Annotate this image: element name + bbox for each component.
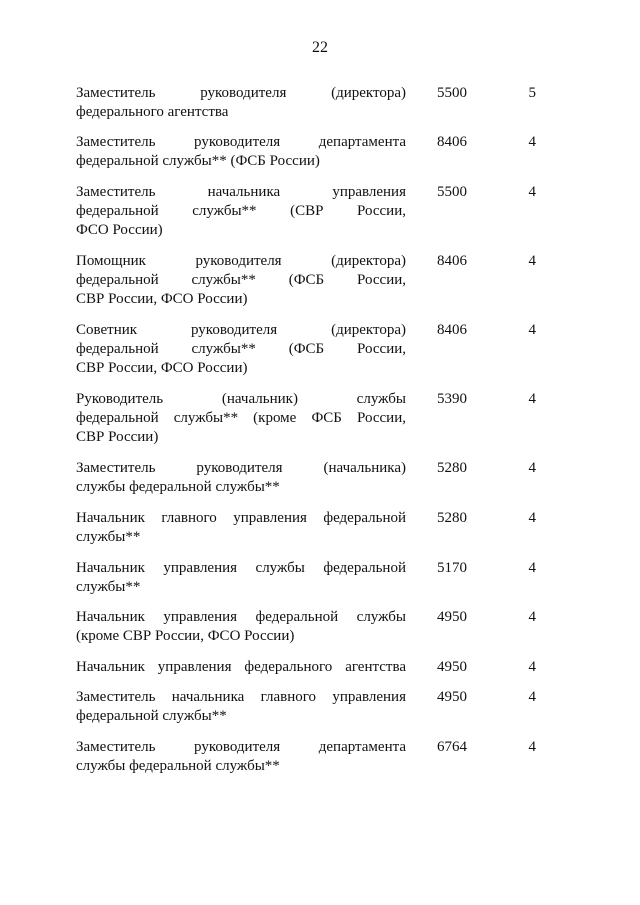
- position-title-line: Помощник руководителя (директора): [76, 253, 406, 269]
- position-title: [76, 688, 406, 726]
- grade-value: 4: [528, 460, 536, 476]
- position-title: [76, 252, 406, 309]
- position-title: [76, 133, 406, 171]
- position-title-line: федеральной службы** (ФСБ России,: [76, 272, 406, 288]
- position-title: [76, 658, 406, 677]
- grade-value: 4: [528, 134, 536, 150]
- grade-value: 4: [528, 184, 536, 200]
- salary-amount: 8406: [437, 134, 467, 150]
- salary-amount: 6764: [437, 739, 467, 755]
- grade-value: 5: [528, 85, 536, 101]
- position-title-line: службы**: [76, 529, 141, 545]
- position-title: [76, 84, 406, 122]
- salary-amount: 5390: [437, 391, 467, 407]
- position-title: [76, 390, 406, 447]
- salary-amount: 8406: [437, 322, 467, 338]
- grade-value: 4: [528, 391, 536, 407]
- salary-amount: 4950: [437, 609, 467, 625]
- grade-value: 4: [528, 659, 536, 675]
- grade-value: 4: [528, 322, 536, 338]
- salary-amount: 5500: [437, 85, 467, 101]
- position-title-line: (кроме СВР России, ФСО России): [76, 628, 295, 644]
- position-title: [76, 183, 406, 240]
- salary-amount: 4950: [437, 659, 467, 675]
- salary-amount: 5500: [437, 184, 467, 200]
- position-title-line: федеральной службы** (кроме ФСБ России,: [76, 410, 406, 426]
- position-title-line: федерального агентства: [76, 104, 229, 120]
- position-title: [76, 459, 406, 497]
- salary-amount: 5170: [437, 560, 467, 576]
- position-title-line: ФСО России): [76, 222, 163, 238]
- position-title-line: федеральной службы** (ФСБ России): [76, 153, 320, 169]
- position-title-line: федеральной службы** (ФСБ России,: [76, 341, 406, 357]
- position-title-line: службы федеральной службы**: [76, 479, 280, 495]
- position-title-line: Начальник главного управления федеральной: [76, 510, 406, 526]
- position-title: [76, 321, 406, 378]
- position-title-line: Начальник управления федеральной службы: [76, 609, 406, 625]
- grade-value: 4: [528, 609, 536, 625]
- position-title-line: службы федеральной службы**: [76, 758, 280, 774]
- position-title-line: службы**: [76, 579, 141, 595]
- position-title: [76, 738, 406, 776]
- position-title: [76, 608, 406, 646]
- grade-value: 4: [528, 739, 536, 755]
- position-title-line: Руководитель (начальник) службы: [76, 391, 406, 407]
- position-title: [76, 559, 406, 597]
- position-title-line: Заместитель начальника управления: [76, 184, 406, 200]
- position-title-line: Начальник управления федерального агентства: [76, 659, 406, 675]
- salary-amount: 5280: [437, 460, 467, 476]
- grade-value: 4: [528, 510, 536, 526]
- position-title-line: федеральной службы**: [76, 708, 227, 724]
- position-title-line: Начальник управления службы федеральной: [76, 560, 406, 576]
- position-title-line: Заместитель руководителя (директора): [76, 85, 406, 101]
- position-title-line: СВР России, ФСО России): [76, 360, 248, 376]
- position-title-line: СВР России, ФСО России): [76, 291, 248, 307]
- salary-amount: 4950: [437, 689, 467, 705]
- position-title-line: Заместитель начальника главного управления: [76, 689, 406, 705]
- position-title-line: Советник руководителя (директора): [76, 322, 406, 338]
- grade-value: 4: [528, 253, 536, 269]
- position-title-line: СВР России): [76, 429, 159, 445]
- grade-value: 4: [528, 689, 536, 705]
- salary-amount: 5280: [437, 510, 467, 526]
- position-title: [76, 509, 406, 547]
- salary-amount: 8406: [437, 253, 467, 269]
- position-title-line: Заместитель руководителя (начальника): [76, 460, 406, 476]
- page-number: 22: [312, 39, 328, 56]
- position-title-line: Заместитель руководителя департамента: [76, 134, 406, 150]
- position-title-line: федеральной службы** (СВР России,: [76, 203, 406, 219]
- grade-value: 4: [528, 560, 536, 576]
- position-title-line: Заместитель руководителя департамента: [76, 739, 406, 755]
